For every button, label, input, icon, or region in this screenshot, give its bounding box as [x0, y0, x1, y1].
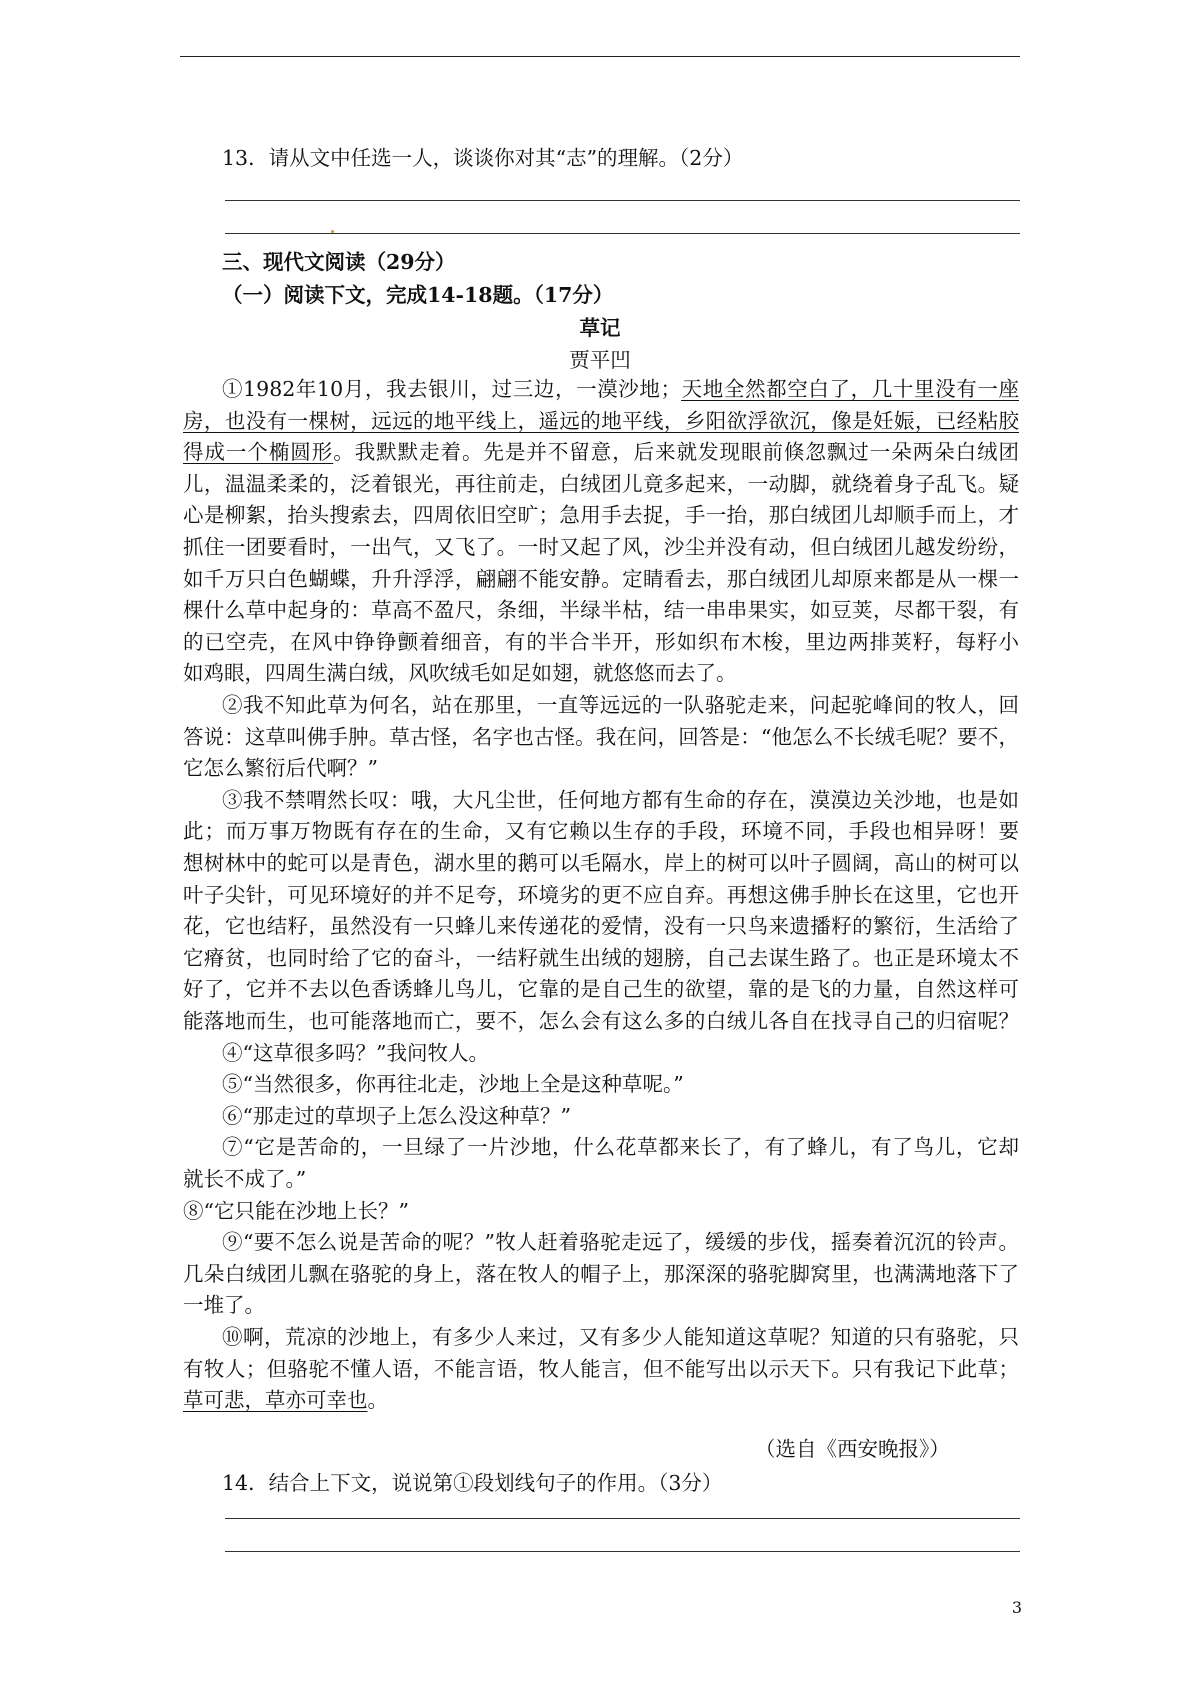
article-author: 贾平凹 — [569, 348, 631, 372]
article-line: 如鸡眼，四周生满白绒，风吹绒毛如足如翅，就悠悠而去了。 — [183, 661, 737, 686]
article-line: 想树林中的蛇可以是青色，湖水里的鹅可以毛隔水，岸上的树可以叶子圆阔，高山的树可以 — [183, 851, 1019, 875]
ink-dot — [331, 230, 334, 233]
article-line: 几朵白绒团儿飘在骆驼的身上，落在牧人的帽子上，那深深的骆驼脚窝里，也满满地落下了 — [183, 1261, 1019, 1286]
article-line: 棵什么草中起身的：草高不盈尺，条细，半绿半枯，结一串串果实，如豆荚，尽都干裂，有 — [183, 598, 1019, 623]
article-line — [183, 406, 1019, 437]
article-line: 答说：这草叫佛手肿。草古怪，名字也古怪。我在问，回答是：“他怎么不长绒毛呢？要不， — [183, 724, 1019, 749]
article-line: ⑦“它是苦命的，一旦绿了一片沙地，什么花草都来长了，有了蜂儿，有了鸟儿，它却 — [222, 1135, 1019, 1160]
article-line: ③我不禁喟然长叹：哦，大凡尘世，任何地方都有生命的存在，漠漠边关沙地，也是如 — [222, 787, 1019, 812]
section-subheading: （一）阅读下文，完成14-18题。（17分） — [222, 283, 614, 307]
article-line — [183, 437, 1019, 468]
article-line: ⑧“它只能在沙地上长？” — [183, 1198, 409, 1223]
article-line: ⑤“当然很多，你再往北走，沙地上全是这种草呢。” — [222, 1072, 684, 1097]
article-line: 就长不成了。” — [183, 1167, 307, 1191]
question-13: 13．请从文中任选一人，谈谈你对其“志”的理解。（2分） — [222, 146, 744, 170]
line-text: 。我默默走着。先是并不留意，后来就发现眼前倏忽飘过一朵两朵白绒团 — [333, 440, 1020, 465]
underlined-sentence: 得成一个椭圆形 — [183, 440, 334, 465]
article-line: ④“这草很多吗？”我问牧人。 — [222, 1040, 489, 1065]
article-line: 如千万只白色蝴蝶，升升浮浮，翩翩不能安静。定睛看去，那白绒团儿却原来都是从一棵一 — [183, 566, 1019, 591]
article-line: ⑩啊，荒凉的沙地上，有多少人来过，又有多少人能知道这草呢？知道的只有骆驼，只 — [222, 1325, 1019, 1349]
article-line: ⑥“那走过的草坝子上怎么没这种草？” — [222, 1103, 571, 1128]
article-source: （选自《西安晚报》） — [755, 1437, 950, 1461]
underlined-sentence: 房，也没有一棵树，远远的地平线上，遥远的地平线，乡阳欲浮欲沉，像是妊娠，已经粘胶 — [183, 408, 1019, 433]
article-line: 一堆了。 — [183, 1293, 265, 1318]
article-line — [222, 374, 1019, 405]
article-line: ⑨“要不怎么说是苦命的呢？”牧人赶着骆驼走远了，缓缓的步伐，摇奏着沉沉的铃声。 — [222, 1230, 1019, 1255]
answer-line — [225, 200, 1020, 201]
article-line: 能落地而生，也可能落地而亡，要不，怎么会有这么多的白绒儿各自在找寻自己的归宿呢？ — [183, 1009, 1019, 1033]
article-line: 儿，温温柔柔的，泛着银光，再往前走，白绒团儿竟多起来，一动脚，就绕着身子乱飞。疑 — [183, 471, 1019, 496]
page-number: 3 — [1011, 1598, 1022, 1617]
article-line: 花，它也结籽，虽然没有一只蜂儿来传递花的爱情，没有一只鸟来遗播籽的繁衍，生活给了 — [183, 914, 1019, 939]
section-heading: 三、现代文阅读（29分） — [222, 250, 456, 274]
answer-line — [225, 233, 1020, 234]
article-title: 草记 — [579, 316, 621, 340]
answer-line — [225, 1551, 1020, 1552]
article-line: 好了，它并不去以色香诱蜂儿鸟儿，它靠的是自己生的欲望，靠的是飞的力量，自然这样可 — [183, 977, 1019, 1002]
header-rule — [180, 56, 1020, 57]
question-14: 14．结合上下文，说说第①段划线句子的作用。（3分） — [222, 1471, 723, 1495]
line-text: ①1982年10月，我去银川，过三边，一漠沙地； — [222, 377, 682, 401]
line-text: 。 — [367, 1388, 388, 1413]
article-line: 它怎么繁衍后代啊？” — [183, 756, 378, 781]
article-line: 的已空壳，在风中铮铮颤着细音，有的半合半开，形如织布木梭，里边两排荚籽，每籽小 — [183, 629, 1019, 654]
underlined-sentence: 天地全然都空白了，几十里没有一座 — [681, 377, 1019, 401]
article-line: ②我不知此草为何名，站在那里，一直等远远的一队骆驼走来，问起驼峰间的牧人，回 — [222, 693, 1019, 717]
article-line: 它瘠贫，也同时给了它的奋斗，一结籽就生出绒的翅膀，自己去谋生路了。也正是环境太不 — [183, 945, 1019, 970]
article-line: 抓住一团要看时，一出气，又飞了。一时又起了风，沙尘并没有动，但白绒团儿越发纷纷， — [183, 535, 1019, 559]
underlined-sentence: 草可悲，草亦可幸也 — [183, 1388, 368, 1413]
article-line: 心是柳絮，抬头搜索去，四周依旧空旷；急用手去捉，手一抬，那白绒团儿却顺手而上，才 — [183, 503, 1019, 528]
article-line — [183, 1385, 1019, 1416]
article-line: 此；而万事万物既有存在的生命，又有它赖以生存的手段，环境不同，手段也相异呀！要 — [183, 819, 1019, 844]
article-line: 叶子尖针，可见环境好的并不足夸，环境劣的更不应自弃。再想这佛手肿长在这里，它也开 — [183, 882, 1019, 907]
article-line: 有牧人；但骆驼不懂人语，不能言语，牧人能言，但不能写出以示天下。只有我记下此草； — [183, 1356, 1019, 1381]
answer-line — [225, 1518, 1020, 1519]
